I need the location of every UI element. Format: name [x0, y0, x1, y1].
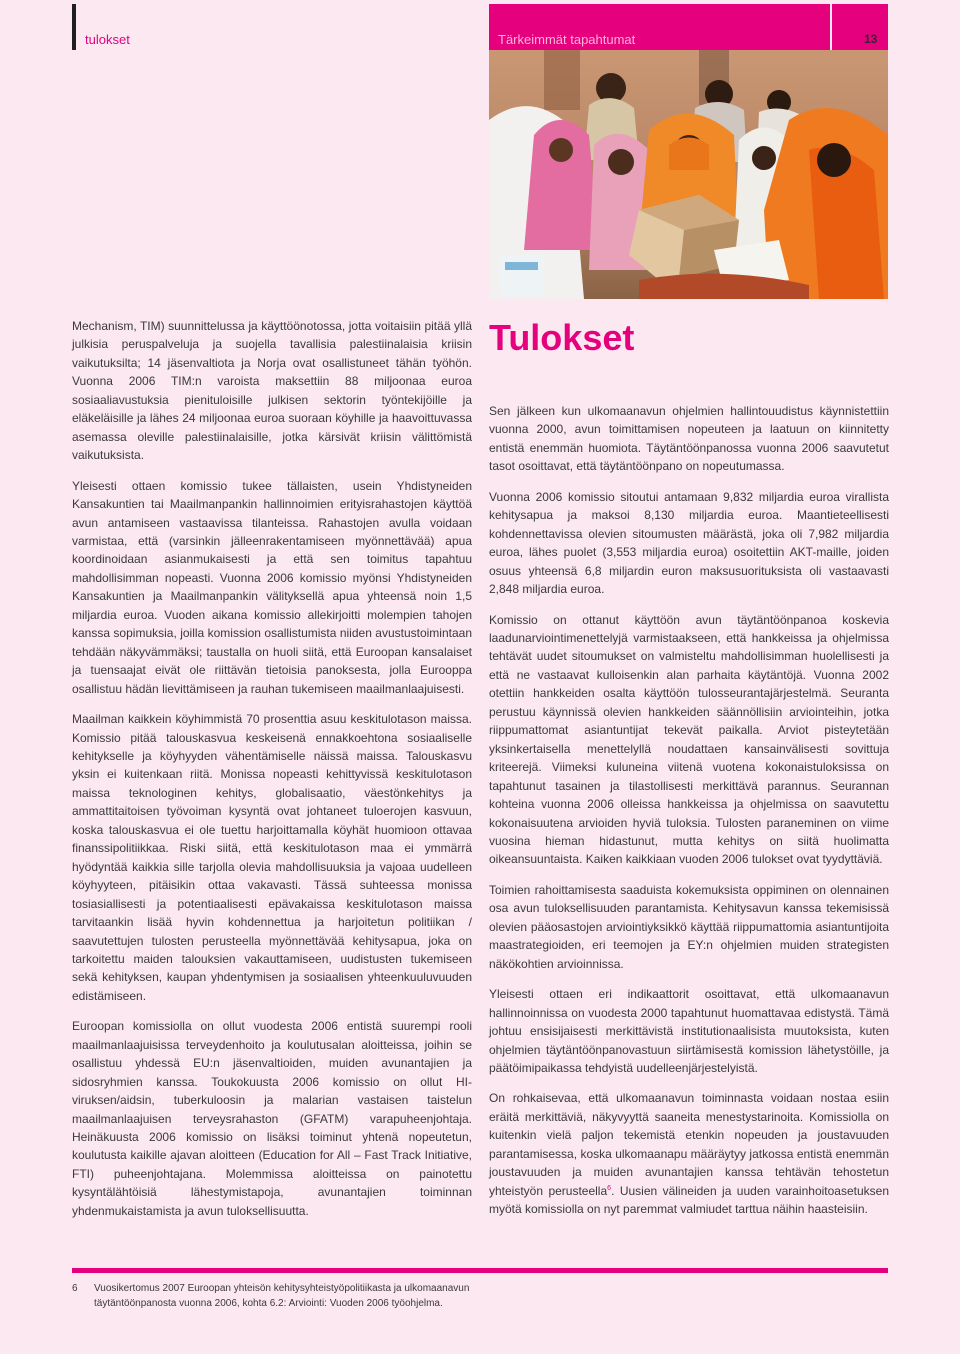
page-number-box	[832, 4, 888, 50]
right-paragraph-5: Yleisesti ottaen eri indikaattorit osoittavat, että ulkomaanavun hallinnoinnissa on vuodesta 2000 tapahtunut huomattavaa edistystä. Tämä johtuu ensisijaisesti merkittävistä institutionaalisista muutoksista, kuten ohjelmien täytäntöönpanovastuun siirtämisestä komission lähetystöille, ja päätöimipaikassa tehdyistä uudelleenjärjestelyistä.	[489, 987, 889, 1075]
footer-rule	[72, 1268, 888, 1273]
right-column	[489, 402, 889, 1231]
footnote	[72, 1281, 502, 1311]
header-left-marker	[72, 4, 76, 50]
right-paragraph-6-tail: . Uusien välineiden ja uuden varainhoitoasetuksen myötä komissiolla on nyt paremmat valmiudet tarttua näihin haasteisiin.	[489, 1183, 889, 1217]
footnote-text: Vuosikertomus 2007 Euroopan yhteisön kehitysyhteistyöpolitiikasta ja ulkomaanavun täytäntöönpanosta vuonna 2006, kohta 6.2: Arviointi: Vuoden 2006 työohjelma.	[94, 1283, 470, 1309]
photo-women-distribution	[489, 50, 888, 299]
left-paragraph-1: Mechanism, TIM) suunnittelussa ja käyttöönotossa, jotta voitaisiin pitää yllä julkisia peruspalveluja ja suojella tavallisia palestiinalaisia kriisin vaikutuksilta; 14 jäsenvaltiota ja Norja ovat osallistuneet tähän työhön. Vuonna 2006 TIM:n varoista maksettiin 88 miljoonaa euroa sosiaaliavustuksia pienituloisille julkisen sektorin työntekijöille ja eläkeläisille ja lähes 24 miljoonaa euroa suoraan köyhille ja haavoittuvassa asemassa oleville palestiinalaisille, jotka kärsivät kriisin välittömistä vaikutuksista.	[72, 319, 472, 463]
right-paragraph-6-text: On rohkaisevaa, että ulkomaanavun toiminnasta voidaan nostaa esiin eräitä merkittäviä, näkyvyyttä saaneita menestystarinoita. Komissiolla on kuitenkin vielä paljon tekemistä etenkin nopeuden ja joustavuuden parantamisessa, koska ulkomaanapu määräytyy jatkossa entistä enemmän joustavuuden ja muiden avunantajien kanssa tehtävän tehostetun yhteistyön perusteella	[489, 1091, 889, 1198]
footnote-number: 6	[72, 1283, 78, 1294]
left-paragraph-4: Euroopan komissiolla on ollut vuodesta 2006 entistä suurempi rooli maailmanlaajuisissa terveydenhoito ja koulutusalan aloitteissa, joihin se osallistuu yhdessä EU:n jäsenvaltioiden, muiden avunantajien ja sidosryhmien kanssa. Toukokuusta 2006 komissio on ollut HI-viruksen/aidsin, tuberkuloosin ja malarian vastaisen taistelun maailmanlaajuisen terveysrahaston (GFATM) varapuheenjohtaja. Heinäkuusta 2006 komissio on lisäksi toiminut yhtenä nopeutetun, koulutusta kaikille ajavan aloitteen (Education for All – Fast Track Initiative, FTI) puheenjohtajana. Molemmissa aloitteissa on painotettu kysyntälähtöisiä lähestymistapoja, avunantajien toiminnan yhdenmukaistamista ja avun tuloksellisuutta.	[72, 1019, 472, 1218]
left-paragraph-3: Maailman kaikkein köyhimmistä 70 prosenttia asuu keskitulotason maissa. Komissio pitää talouskasvua keskeisenä ennakkoehtona sosiaaliselle kehitykselle ja köyhyyden vähentämiselle näissä maissa. Talouskasvu yksin ei kuitenkaan riitä. Monissa nopeasti kehittyvissä keskitulotason maissa teknologinen kehitys, globalisaatio, väestönkehitys ja ammattitaitoisen työvoiman kysyntä ovat johtaneet tuloerojen kasvuun, koska talouskasvua ei ole tuettu harjoittamalla köyhät huomioon ottavaa finanssipolitiikkaa. Riski siitä, että keskitulotason maa ei ymmärrä hyödyntää kaikkia sille tarjolla olevia mahdollisuuksia ja vajoaa uudelleen köyhyyteen, pitäisikin ottaa vakavasti. Tässä suhteessa monissa tosiasiallisesti ja potentiaalisesti epävakaissa keskitulotason maissa tarvitaankin lisää hyvin kohdennettua ja harjoitetun politiikan / saavutettujen tulosten perusteella myönnettävää kehitysapua, joka on tarkoitettu maiden talouksien vakauttamiseen, uudistusten tukemiseen sekä kehityksen, kaupan yhdentymisen ja sosiaalisen yhteenkuuluvuuden edistämiseen.	[72, 712, 472, 1003]
left-column	[72, 317, 472, 1232]
page-number: 13	[864, 32, 878, 46]
running-header-chapter: Tärkeimmät tapahtumat	[498, 32, 636, 47]
right-paragraph-4: Toimien rahoittamisesta saaduista kokemuksista oppiminen on olennainen osa avun tuloksellisuuden parantamista. Kehitysavun kanssa tekemisissä olevien pääosastojen arviointiyksikkö käyttää riippumattomia asiantuntijoita maastrategioiden, eri teemojen ja EY:n ohjelmien muiden strategisten näkökohtien arvioinnissa.	[489, 882, 889, 971]
right-paragraph-1: Sen jälkeen kun ulkomaanavun ohjelmien hallintouudistus käynnistettiin vuonna 2000, avun toimittamisen nopeuteen ja laatuun on kiinnitetty entistä enemmän huomiota. Täytäntöönpanossa vuonna 2006 saavutetut tasot osoittavat, että täytäntöönpano on nopeutumassa.	[489, 404, 889, 474]
right-paragraph-6	[489, 1089, 889, 1218]
right-paragraph-3: Komissio on ottanut käyttöön avun täytäntöönpanoa koskevia laadunarviointimenettelyjä varmistaakseen, että hankkeissa ja ohjelmissa tehtävät uudet sitoumukset on valmisteltu mahdollisimman huolellisesti ja että ne vastaavat kulloisenkin alan parhaita käytäntöjä. Vuonna 2002 otettiin hankkeiden osalta käyttöön tulosseurantajärjestelmä. Seuranta perustuu käynnissä olevien hankkeiden säännöllisiin arviointeihin, jotka riippumattomat asiantuntijat tekevät paikalla. Arviot pisteytetään yksinkertaisella menettelyllä noudattaen kansainvälisesti sovittuja kriteerejä. Viimeksi kuluneina viitenä vuotena kokonaistuloksissa on tapahtunut tasainen ja tilastollisesti merkittävä parannus. Seurannan kohteina vuonna 2006 olleissa hankkeissa ja ohjelmissa on saavutettu kokonaisuutena arvioiden hyviä tuloksia. Tulosten paraneminen on viime vuosina hieman hidastunut, mutta kehitys on siitä huolimatta oikeansuuntaista. Kaiken kaikkiaan vuoden 2006 tulokset ovat tyydyttäviä.	[489, 612, 889, 867]
running-header-section: tulokset	[85, 32, 130, 47]
right-paragraph-2: Vuonna 2006 komissio sitoutui antamaan 9,832 miljardia euroa virallista kehitysapua ja maksoi 8,130 miljardia euroa. Maantieteellisesti kohdennettavissa olevien sitoumusten määrästä, joka oli 7,982 miljardia euroa, lähes puolet (3,553 miljardia euroa) osoitettiin AKT-maille, joiden osuus yhteensä 6,8 miljardin euron maksusuorituksista oli vastaavasti 2,848 miljardia euroa.	[489, 489, 889, 597]
footnote-reference[interactable]: 6	[607, 1184, 612, 1192]
left-paragraph-2: Yleisesti ottaen komissio tukee tällaisten, usein Yhdistyneiden Kansakuntien tai Maailmanpankin hallinnoimien erityisrahastojen käyttöä avun antamiseen vastaavissa tilanteissa. Rahastojen avulla voidaan varmistaa, että (varsinkin jälleenrakentamiseen myönnettävää) apua koordinoidaan asianmukaisesti ja että sen toimitus tapahtuu mahdollisimman nopeasti. Vuonna 2006 komissio myönsi Yhdistyneiden Kansakuntien ja Maailmanpankin välityksellä apua yhteensä noin 1,5 miljardia euroa. Vuoden aikana komissio allekirjoitti molempien tahojen kanssa sopimuksia, joilla komission osallistumista niiden avustustoimintaan tehdään näkyvämmäksi; taustalla on huoli siitä, että Euroopan kansalaiset ja tuensaajat eivät ole riittävän tietoisia panoksesta, jolla Eurooppa osallistuu hädän lievittämiseen ja rauhan tukemiseen maailmanlaajuisesti.	[72, 478, 472, 696]
section-title: Tulokset	[489, 317, 635, 358]
